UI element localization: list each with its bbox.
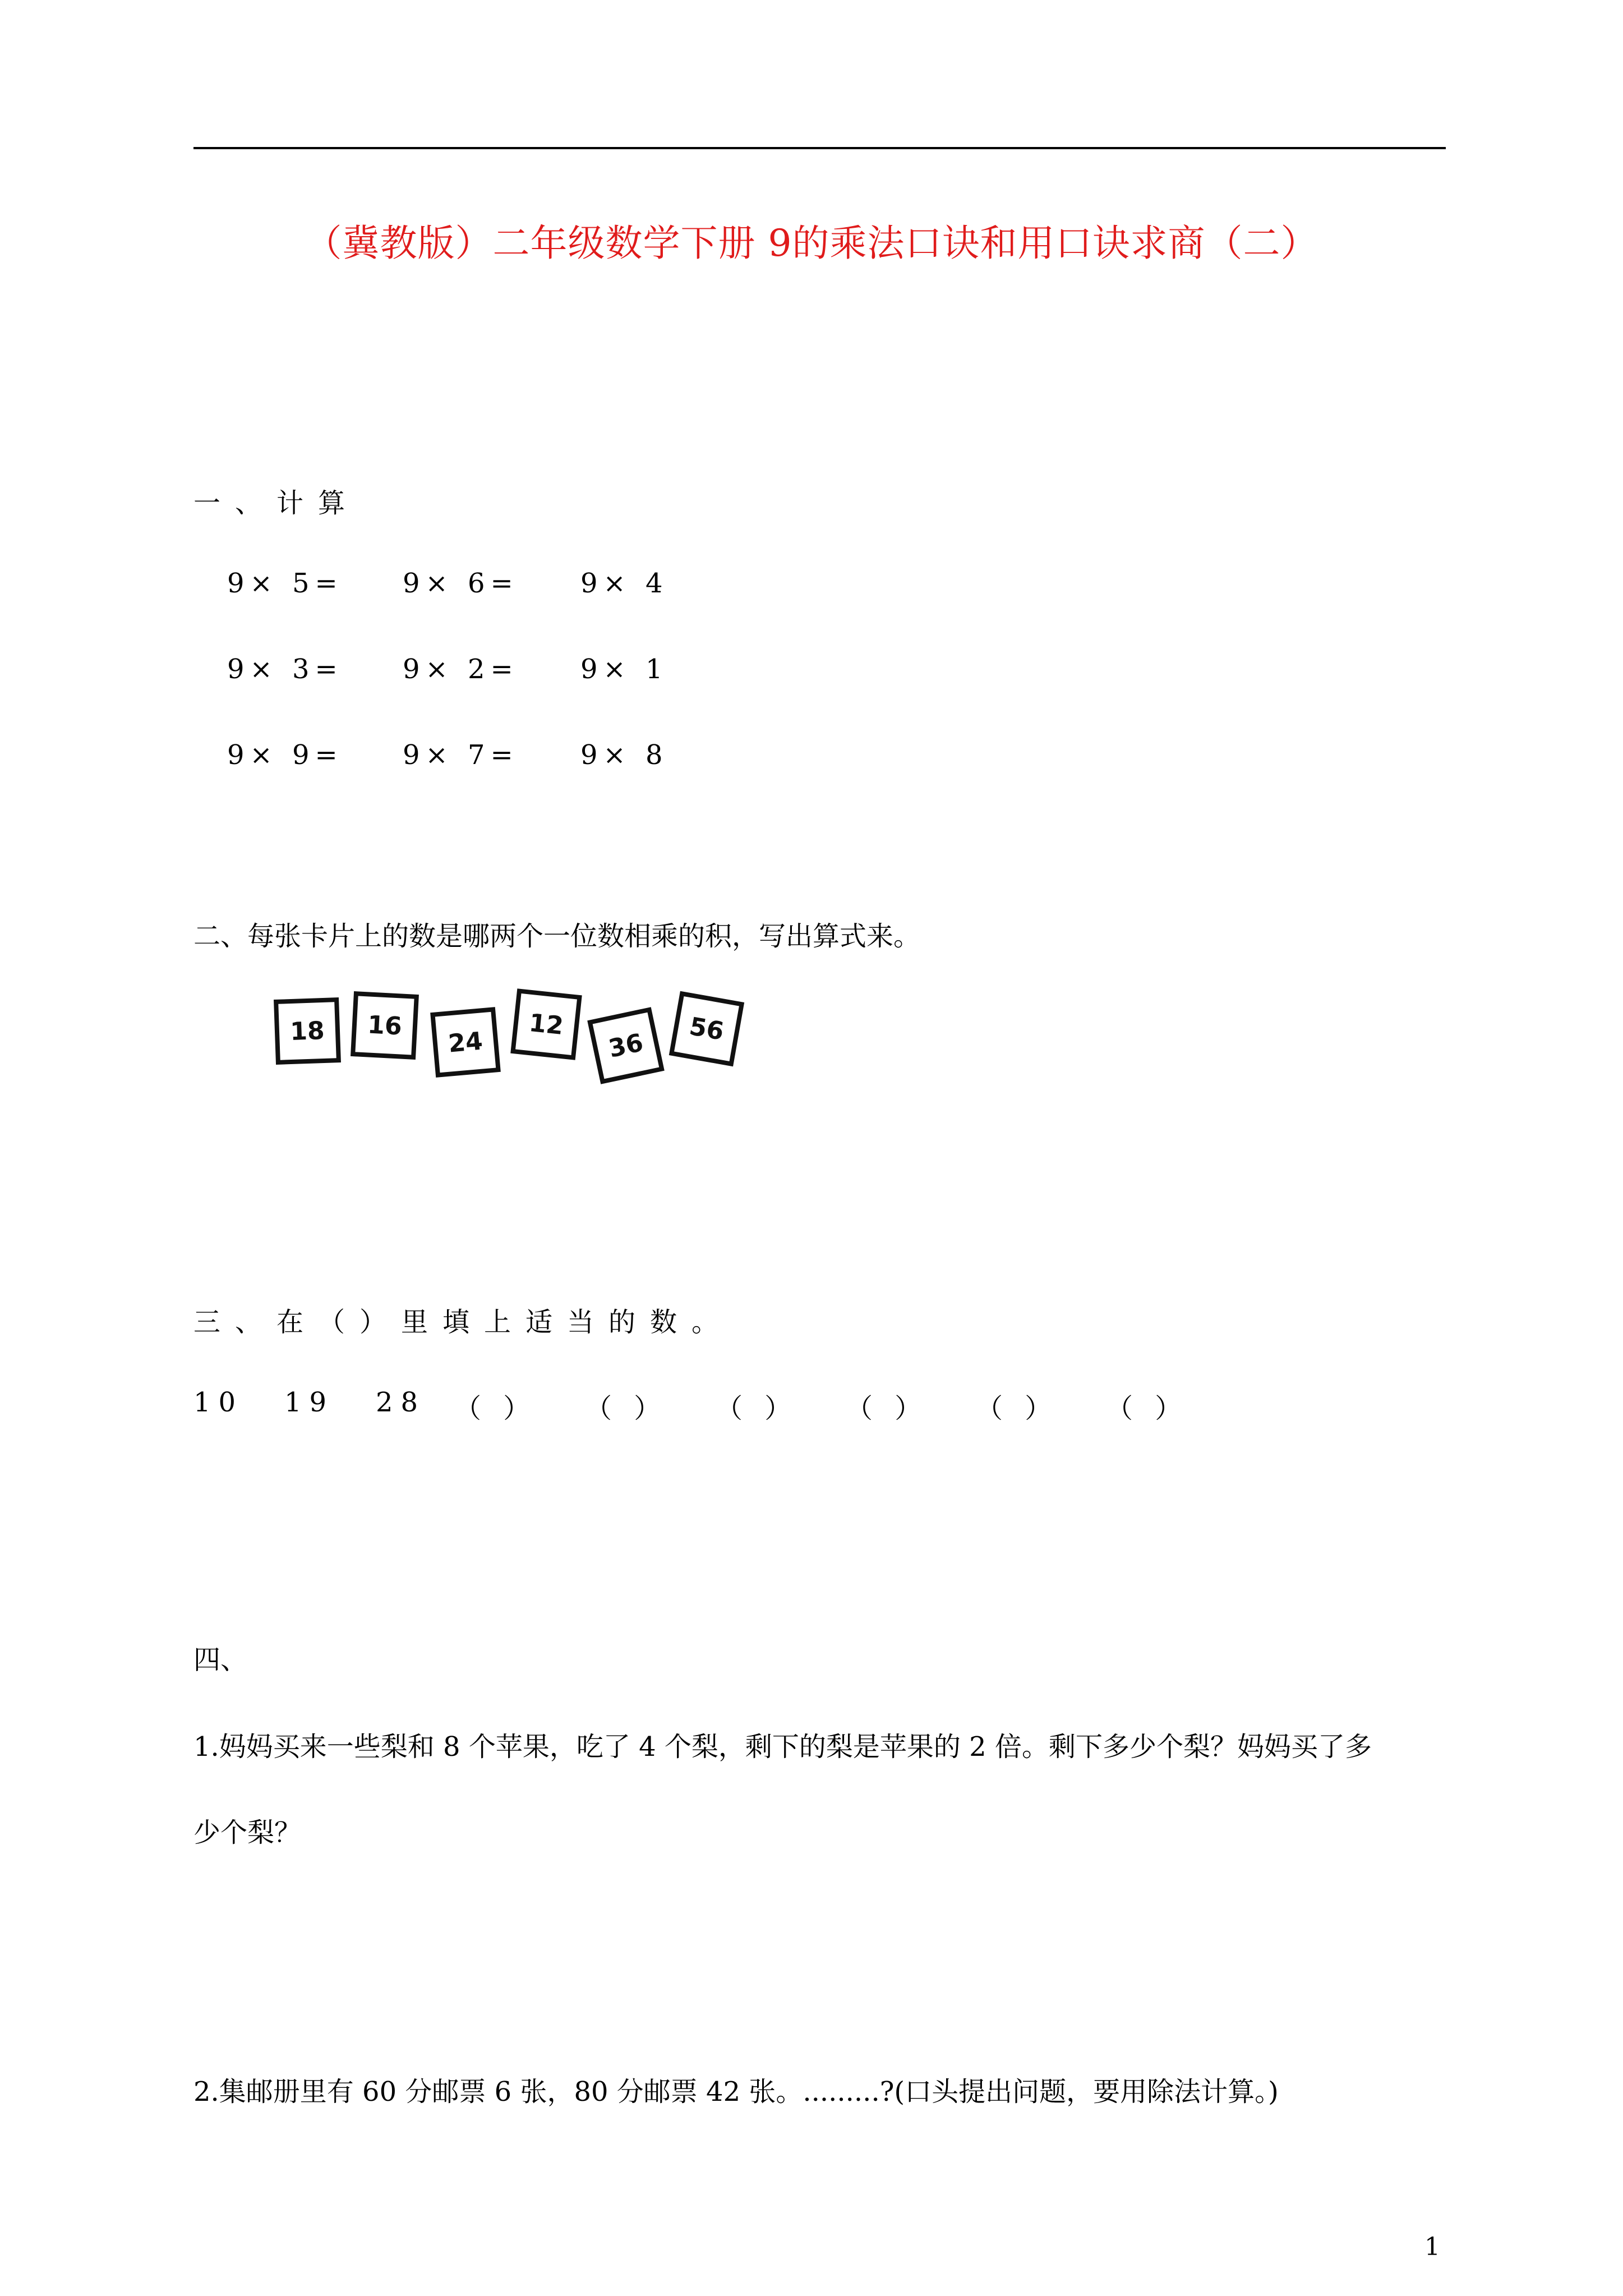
expr-1-3: 9× 4: [580, 568, 668, 599]
answer-blank: （ ）: [846, 1393, 929, 1424]
answer-blank: （ ）: [454, 1393, 537, 1424]
expr-1-2: 9× 6=: [403, 568, 519, 599]
section3-heading: 三、在（）里填上适当的数。: [193, 1306, 734, 1338]
answer-blank: （ ）: [585, 1393, 668, 1424]
expr-3-2: 9× 7=: [403, 739, 519, 771]
word-problem-1-line2: 少个梨？: [193, 1817, 302, 1848]
sequence-item: 19: [284, 1387, 335, 1418]
section2-heading: 二、每张卡片上的数是哪两个一位数相乘的积，写出算式来。: [193, 921, 921, 952]
number-cards: [269, 982, 751, 1083]
number-card: 56: [669, 991, 744, 1066]
expr-2-1: 9× 3=: [227, 654, 343, 685]
number-card: 36: [587, 1007, 665, 1084]
expr-2-2: 9× 2=: [403, 654, 519, 685]
section4-heading: 四、: [193, 1644, 248, 1676]
section1-heading: 一、计算: [193, 487, 360, 519]
expr-3-1: 9× 9=: [227, 739, 343, 771]
header-rule: [193, 147, 1446, 149]
page-number: 1: [1424, 2233, 1440, 2261]
sequence-item: 28: [376, 1387, 426, 1418]
word-problem-2: 2.集邮册里有 60 分邮票 6 张，80 分邮票 42 张。.........?(口头提出问题，要用除法计算。): [193, 2076, 1279, 2108]
word-problem-1-line1: 1.妈妈买来一些梨和 8 个苹果，吃了 4 个梨，剩下的梨是苹果的 2 倍。剩下多少个梨？妈妈买了多: [193, 1731, 1372, 1763]
sequence-item: 10: [193, 1387, 244, 1418]
answer-blank: （ ）: [1106, 1393, 1189, 1424]
expr-3-3: 9× 8: [580, 739, 668, 771]
number-card: 24: [430, 1007, 501, 1078]
expr-1-1: 9× 5=: [227, 568, 343, 599]
expr-2-3: 9× 1: [580, 654, 668, 685]
answer-blank: （ ）: [716, 1393, 799, 1424]
document-title: （冀教版）二年级数学下册 9的乘法口诀和用口诀求商（二）: [305, 222, 1318, 265]
number-card: 16: [351, 991, 419, 1060]
number-card: 18: [274, 997, 341, 1065]
answer-blank: （ ）: [976, 1393, 1059, 1424]
number-card: 12: [510, 988, 582, 1060]
